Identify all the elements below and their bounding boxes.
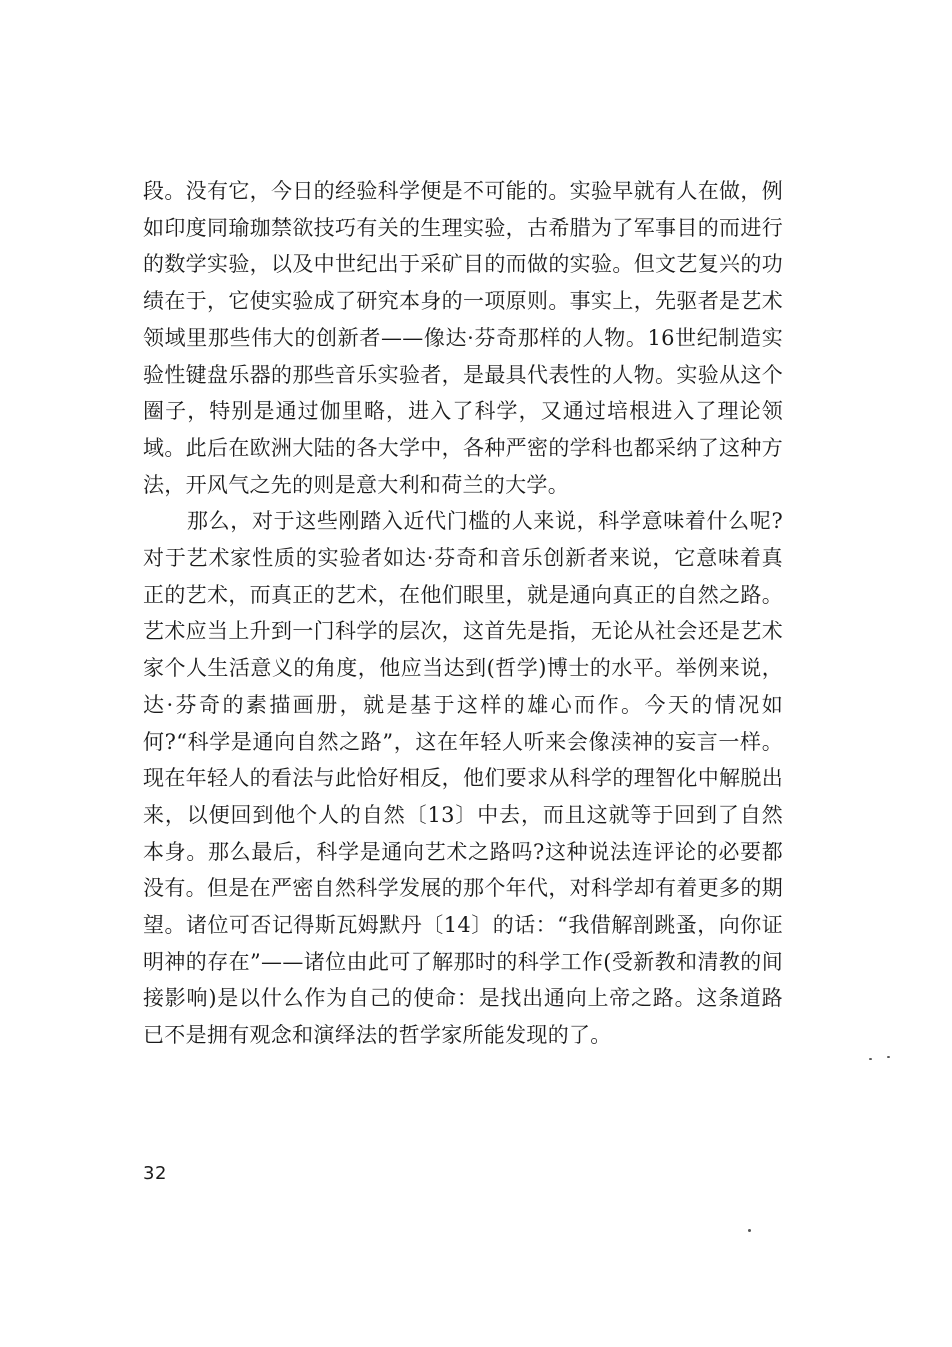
page-number: 32	[143, 1163, 167, 1184]
paragraph-1: 段。没有它，今日的经验科学便是不可能的。实验早就有人在做，例如印度同瑜珈禁欲技巧有关的生理实验，古希腊为了军事目的而进行的数学实验，以及中世纪出于采矿目的而做的实验。但文艺复兴的功绩在于，它使实验成了研究本身的一项原则。事实上，先驱者是艺术领域里那些伟大的创新者——像达·芬奇那样的人物。16世纪制造实验性键盘乐器的那些音乐实验者，是最具代表性的人物。实验从这个圈子，特别是通过伽里略，进入了科学，又通过培根进入了理论领域。此后在欧洲大陆的各大学中，各种严密的学科也都采纳了这种方法，开风气之先的则是意大利和荷兰的大学。	[143, 179, 783, 497]
scan-speck	[869, 1058, 872, 1060]
body-text	[143, 173, 783, 1054]
scan-speck	[748, 1229, 751, 1232]
scan-speck	[887, 1056, 890, 1058]
paragraph-2: 那么，对于这些刚踏入近代门槛的人来说，科学意味着什么呢?对于艺术家性质的实验者如达·芬奇和音乐创新者来说，它意味着真正的艺术，而真正的艺术，在他们眼里，就是通向真正的自然之路。艺术应当上升到一门科学的层次，这首先是指，无论从社会还是艺术家个人生活意义的角度，他应当达到(哲学)博士的水平。举例来说，达·芬奇的素描画册，就是基于这样的雄心而作。今天的情况如何?“科学是通向自然之路”，这在年轻人听来会像渎神的妄言一样。现在年轻人的看法与此恰好相反，他们要求从科学的理智化中解脱出来，以便回到他个人的自然〔13〕中去，而且这就等于回到了自然本身。那么最后，科学是通向艺术之路吗?这种说法连评论的必要都没有。但是在严密自然科学发展的那个年代，对科学却有着更多的期望。诸位可否记得斯瓦姆默丹〔14〕的话：“我借解剖跳蚤，向你证明神的存在”——诸位由此可了解那时的科学工作(受新教和清教的间接影响)是以什么作为自己的使命：是找出通向上帝之路。这条道路已不是拥有观念和演绎法的哲学家所能发现的了。	[143, 509, 783, 1048]
